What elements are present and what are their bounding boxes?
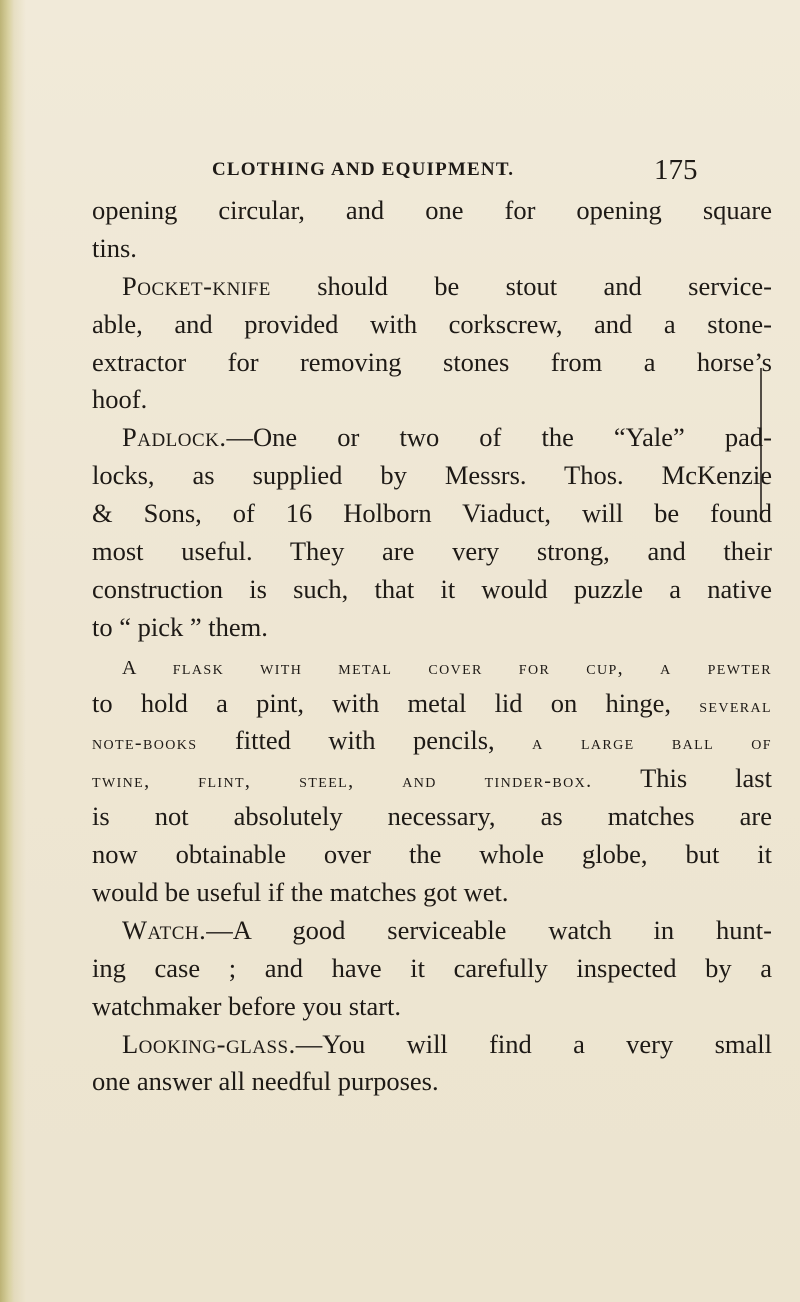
entry-heading-watch: Watch.: [122, 914, 207, 945]
entry-heading-looking-glass: Looking-glass.: [122, 1028, 296, 1059]
text-line: [92, 647, 772, 685]
text-line: [92, 533, 772, 571]
entry-heading-twine-flint: twine, flint, steel, and tinder-box.: [92, 770, 593, 793]
text-line: [92, 722, 772, 760]
text-run: hoof.: [92, 384, 148, 415]
text-line: [92, 1026, 772, 1064]
text-line: [92, 419, 772, 457]
text-line: [92, 798, 772, 836]
page-number: 175: [654, 154, 698, 186]
text-run: to hold a pint, with metal lid on hinge,: [92, 687, 700, 718]
text-run: now obtainable over the whole globe, but it: [92, 839, 772, 870]
text-line: [92, 836, 772, 874]
text-line: [92, 685, 772, 723]
entry-heading-padlock: Padlock.: [122, 422, 227, 453]
page-gutter-shadow: [0, 0, 14, 1302]
text-run: This last: [640, 763, 772, 794]
entry-heading-several: several: [699, 694, 772, 717]
text-line: [92, 457, 772, 495]
text-line: [92, 760, 772, 798]
running-head: CLOTHING AND EQUIPMENT.: [212, 159, 515, 180]
text-line: [92, 344, 772, 382]
entry-heading-large-ball: a large ball of: [532, 732, 772, 755]
text-line: [92, 950, 772, 988]
text-line: [92, 874, 772, 912]
text-run: should be stout and service-: [270, 270, 772, 301]
text-run: one answer all needful purposes.: [92, 1066, 439, 1097]
text-line: [92, 230, 772, 268]
text-line: [92, 988, 772, 1026]
text-line: [92, 381, 772, 419]
text-line: [92, 306, 772, 344]
text-run: ing case ; and have it carefully inspected by a: [92, 952, 772, 983]
text-run: would be useful if the matches got wet.: [92, 877, 509, 908]
text-run: & Sons, of 16 Holborn Viaduct, will be found: [92, 498, 772, 529]
text-run: construction is such, that it would puzzle a native: [92, 573, 772, 604]
text-line: [92, 192, 772, 230]
text-line: [92, 495, 772, 533]
text-line: [92, 268, 772, 306]
body-text: [92, 192, 772, 1101]
text-run: —A good serviceable watch in hunt-: [206, 914, 772, 945]
text-line: [92, 1063, 772, 1101]
text-run: —You will find a very small: [295, 1028, 772, 1059]
page-header: [0, 150, 800, 190]
text-line: [92, 912, 772, 950]
text-run: opening circular, and one for opening square: [92, 195, 772, 225]
text-run: to “ pick ” them.: [92, 611, 268, 642]
text-line: [92, 571, 772, 609]
entry-heading-pocket-knife: Pocket-knife: [122, 270, 271, 301]
text-run: able, and provided with corkscrew, and a stone-: [92, 308, 772, 339]
text-run: locks, as supplied by Messrs. Thos. McKenzie: [92, 460, 772, 491]
text-run: is not absolutely necessary, as matches are: [92, 801, 772, 832]
text-run: —One or two of the “Yale” pad-: [226, 422, 772, 453]
text-line: [92, 609, 772, 647]
text-run: extractor for removing stones from a horse’s: [92, 346, 772, 377]
text-run: tins.: [92, 232, 137, 263]
entry-heading-note-books: note-books: [92, 732, 198, 755]
text-run: most useful. They are very strong, and their: [92, 536, 772, 567]
text-run: fitted with pencils,: [234, 725, 533, 756]
entry-heading-flask: A flask with metal cover for cup, a pewter: [122, 656, 772, 679]
text-run: watchmaker before you start.: [92, 990, 402, 1021]
